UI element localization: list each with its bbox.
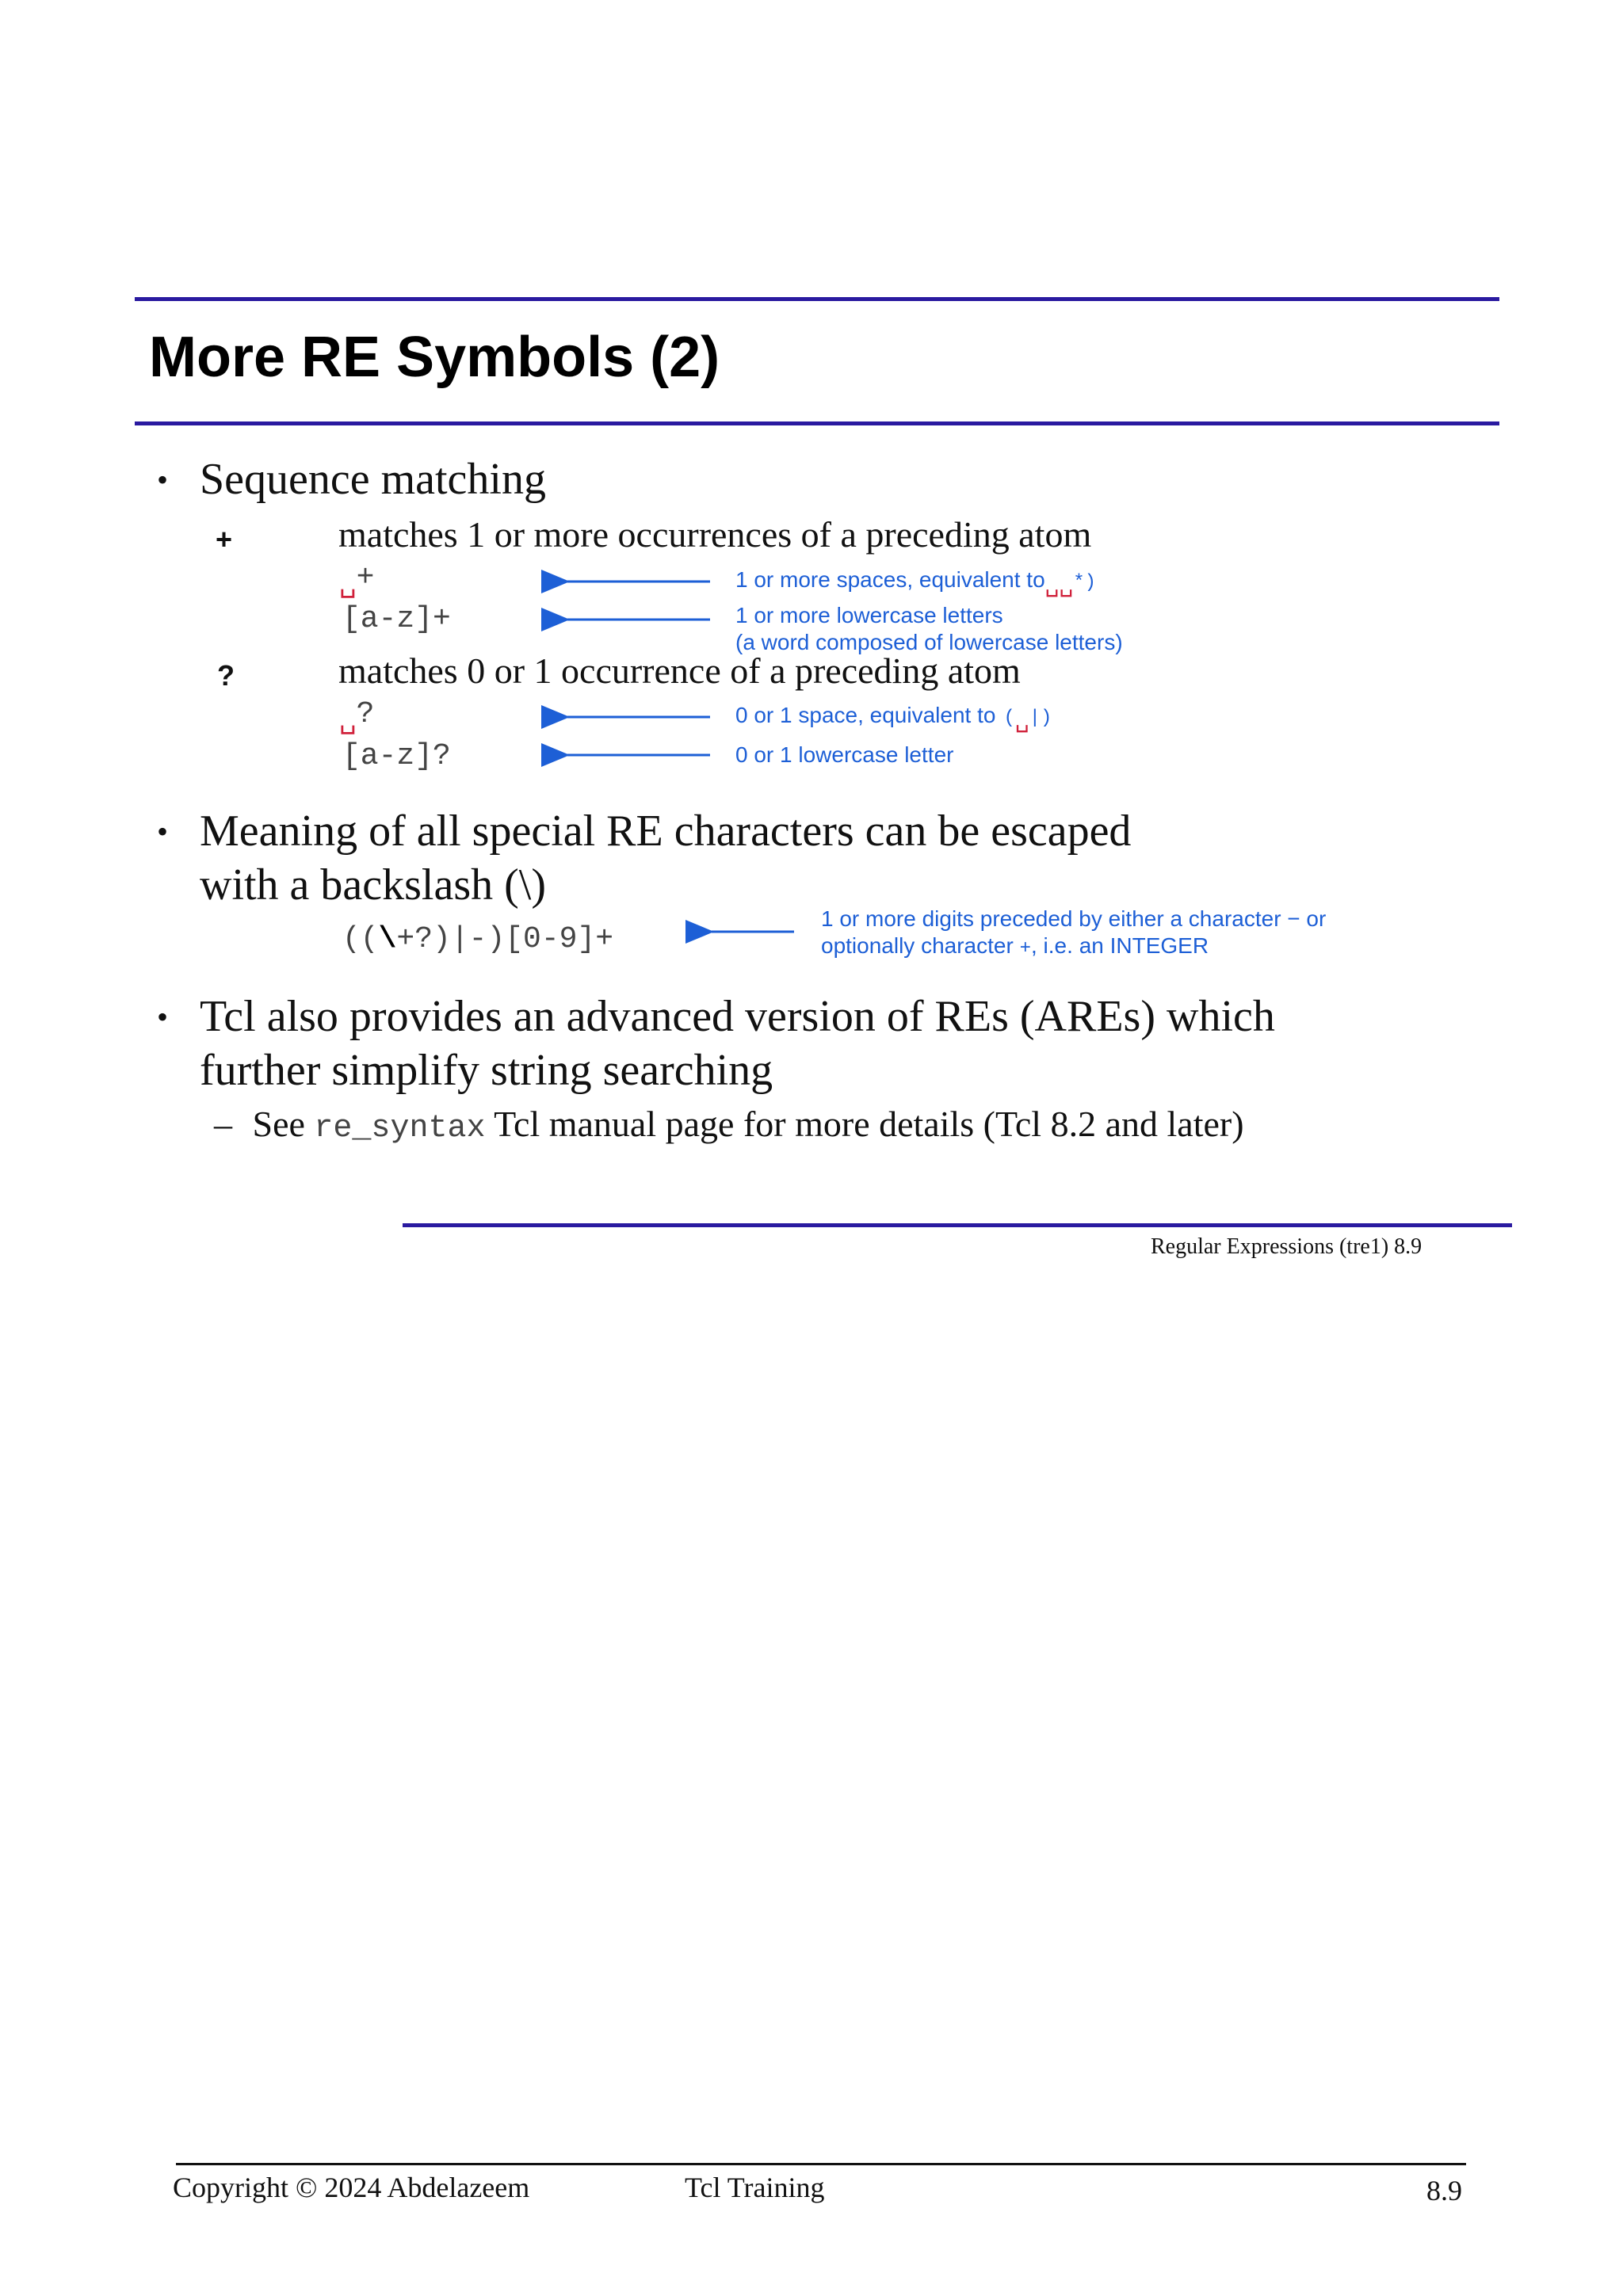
question-example-space-note-text: 0 or 1 space, equivalent to [735,703,996,727]
bullet-marker: • [157,814,169,849]
space-marker-icon: ␣ [339,567,357,599]
escape-note-text-b: , i.e. an INTEGER [1031,933,1209,958]
footer-course: Tcl Training [685,2172,825,2203]
plus-example-letters-note-line1: 1 or more lowercase letters [735,603,1003,627]
bullet-escape-line2: with a backslash (\) [200,860,546,910]
question-description: matches 0 or 1 occurrence of a preceding atom [338,650,1021,691]
escape-code-backslash: \ [378,922,397,956]
escape-code-pre: (( [342,922,379,956]
space-marker-icon: ␣␣ [1044,571,1074,597]
plus-example-spaces-note-text: 1 or more spaces, equivalent to [735,567,1045,592]
escape-note-line1: 1 or more digits preceded by either a character − or [821,906,1327,931]
space-marker-icon: ␣ [339,704,357,735]
escape-code-post: +?)|-)[0-9]+ [396,922,614,956]
question-example-alt: |) [1029,707,1052,729]
question-example-letter-note: 0 or 1 lowercase letter [735,742,954,767]
bullet-marker: • [157,462,169,498]
question-example-space-code: ? [356,697,375,731]
plus-example-letters: [a-z]+ [342,602,451,636]
sub-bullet-code: re_syntax [314,1111,486,1146]
question-example-letter: [a-z]? [342,739,451,773]
bullet-sequence-matching: Sequence matching [200,455,546,504]
escape-note-plus: + [1019,938,1031,959]
plus-symbol: + [216,523,233,555]
space-marker-icon: ␣ [1014,707,1029,733]
bullet-are-line1: Tcl also provides an advanced version of REs (AREs) which [200,992,1275,1041]
bullet-are-line2: further simplify string searching [200,1046,773,1095]
section-reference: Regular Expressions (tre1) 8.9 [1151,1234,1423,1259]
plus-example-letters-note-line2: (a word composed of lowercase letters) [735,630,1123,654]
footer-copyright: Copyright © 2024 Abdelazeem [173,2172,530,2203]
plus-example-spaces-code: + [356,561,375,595]
question-symbol: ? [217,659,235,692]
bullet-marker: • [157,999,169,1035]
sub-bullet-rest: Tcl manual page for more details (Tcl 8.2 and later) [494,1104,1244,1144]
bullet-escape-line1: Meaning of all special RE characters can be escaped [200,807,1132,856]
plus-example-spaces-note-code: *) [1073,572,1097,593]
sub-bullet-dash: – [214,1104,232,1144]
question-example-paren: ( [1003,707,1015,729]
plus-description: matches 1 or more occurrences of a preceding atom [338,514,1092,555]
footer-page-number: 8.9 [1426,2175,1462,2206]
slide-title: More RE Symbols (2) [149,326,720,389]
sub-bullet-see: See [252,1104,305,1144]
escape-note-text-a: optionally character [821,933,1014,958]
